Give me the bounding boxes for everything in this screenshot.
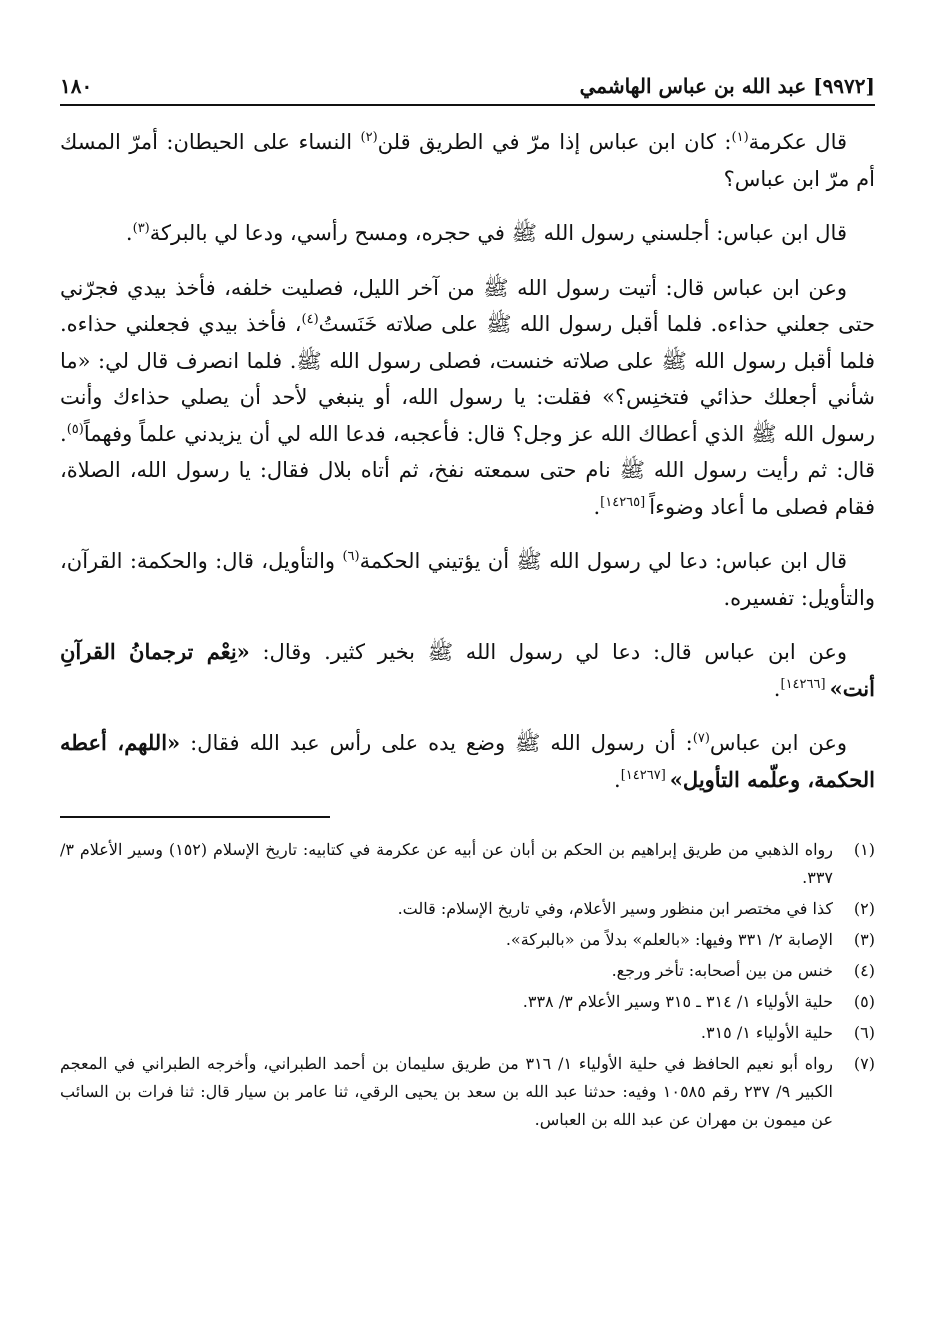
paragraph: قال عكرمة$^{(١)}$: كان ابن عباس إذا مرّ في الطريق قلن$^{(٢)}$ النساء على الحيطان: أمرّ المسك أم مرّ ابن عباس؟ (60, 130, 875, 191)
page-number: ١٨٠ (60, 74, 93, 98)
footnote: (٢) كذا في مختصر ابن منظور وسير الأعلام، وفي تاريخ الإسلام: قالت. (397, 899, 875, 918)
footnote: (١) رواه الذهبي من طريق إبراهيم بن الحكم بن أبان عن أبيه عن عكرمة في كتابيه: تاريخ الإسلام (١٥٢) وسير الأعلام ٣/ ٣٣٧. (60, 840, 875, 887)
hadith-number: [١٤٢٦٧] (620, 767, 666, 783)
footnote-separator (60, 816, 330, 818)
footnote-marker: (٧) (692, 731, 710, 746)
running-title: [٩٩٧٢] عبد الله بن عباس الهاشمي (579, 74, 875, 98)
footnote-marker: (١) (731, 130, 749, 145)
running-head (60, 70, 875, 106)
paragraph: وعن ابن عباس$^{(٧)}$: أن رسول الله ﷺ وضع يده على رأس عبد الله فقال: «اللهم، أعطه الحكمة، وعلّمه التأويل»[١٤٢٦٧]. (60, 730, 875, 792)
paragraph: قال ابن عباس: دعا لي رسول الله ﷺ أن يؤتيني الحكمة$^{(٦)}$ والتأويل، قال: والحكمة: القرآن، والتأويل: تفسيره. (60, 549, 875, 610)
footnote-marker: (٥) (66, 421, 84, 437)
main-text (60, 124, 875, 798)
hadith-number: [١٤٢٦٦] (780, 676, 826, 692)
footnote: (٥) حلية الأولياء ١/ ٣١٤ ـ ٣١٥ وسير الأعلام ٣/ ٣٣٨. (522, 992, 875, 1011)
prophetic-quote: «نِعْم ترجمانُ القرآنِ أنت» (60, 639, 875, 701)
footnotes (60, 836, 875, 1134)
footnote-marker: (٦) (342, 549, 360, 564)
footnote: (٦) حلية الأولياء ١/ ٣١٥. (700, 1023, 875, 1042)
footnote-marker: (٣) (132, 221, 150, 236)
page (60, 70, 875, 1320)
paragraph: وعن ابن عباس قال: دعا لي رسول الله ﷺ بخير كثير. وقال: «نِعْم ترجمانُ القرآنِ أنت»[١٤٢٦٦]. (60, 639, 875, 701)
footnote-marker: (٤) (301, 312, 319, 327)
footnote: (٧) رواه أبو نعيم الحافظ في حلية الأولياء ١/ ٣١٦ من طريق سليمان بن أحمد الطبراني، وأخرجه الطبراني في المعجم الكبير ٩/ ٢٣٧ رقم ١٠٥٨٥ وفيه: حدثنا عبد الله بن سعد بن يحيى الرقي، ثنا عامر بن سيار قال: ثنا فرات بن السائب عن ميمون بن مهران عن عبد الله بن العباس. (60, 1054, 875, 1129)
paragraph: قال ابن عباس: أجلسني رسول الله ﷺ في حجره، ومسح رأسي، ودعا لي بالبركة$^{(٣)}$. (125, 221, 847, 245)
footnote-marker: (٢) (360, 130, 378, 145)
prophetic-quote: «اللهم، أعطه الحكمة، وعلّمه التأويل» (60, 730, 875, 792)
footnote: (٤) خنس من بين أصحابه: تأخر ورجع. (611, 961, 875, 980)
hadith-number: [١٤٢٦٥] (600, 494, 646, 510)
footnote: (٣) الإصابة ٢/ ٣٣١ وفيها: «بالعلم» بدلاً من «بالبركة». (505, 930, 875, 949)
paragraph: وعن ابن عباس قال: أتيت رسول الله ﷺ من آخر الليل، فصليت خلفه، فأخذ بيدي فجرّني حتى جعلني حذاءه. فلما أقبل رسول الله ﷺ على صلاته خَنَستُ$^{(٤)}$، فأخذ بيدي فجعلني حذاءه. فلما أقبل رسول الله ﷺ على صلاته خنست، فصلى رسول الله ﷺ. فلما انصرف قال لي: «ما شأني أجعلك حذائي فتخنِس؟» فقلت: يا رسول الله، أو ينبغي لأحد أن يصلي حذاءك وأنت رسول الله ﷺ الذي أعطاك الله عز وجل؟ قال: فأعجبه، فدعا الله لي أن يزيدني علماً وفهماً$^{(٥)}$. قال: ثم رأيت رسول الله ﷺ نام حتى سمعته نفخ، ثم أتاه بلال فقال: يا رسول الله، الصلاة، فقام فصلى ما أعاد وضوءاً[١٤٢٦٥]. (60, 275, 875, 519)
